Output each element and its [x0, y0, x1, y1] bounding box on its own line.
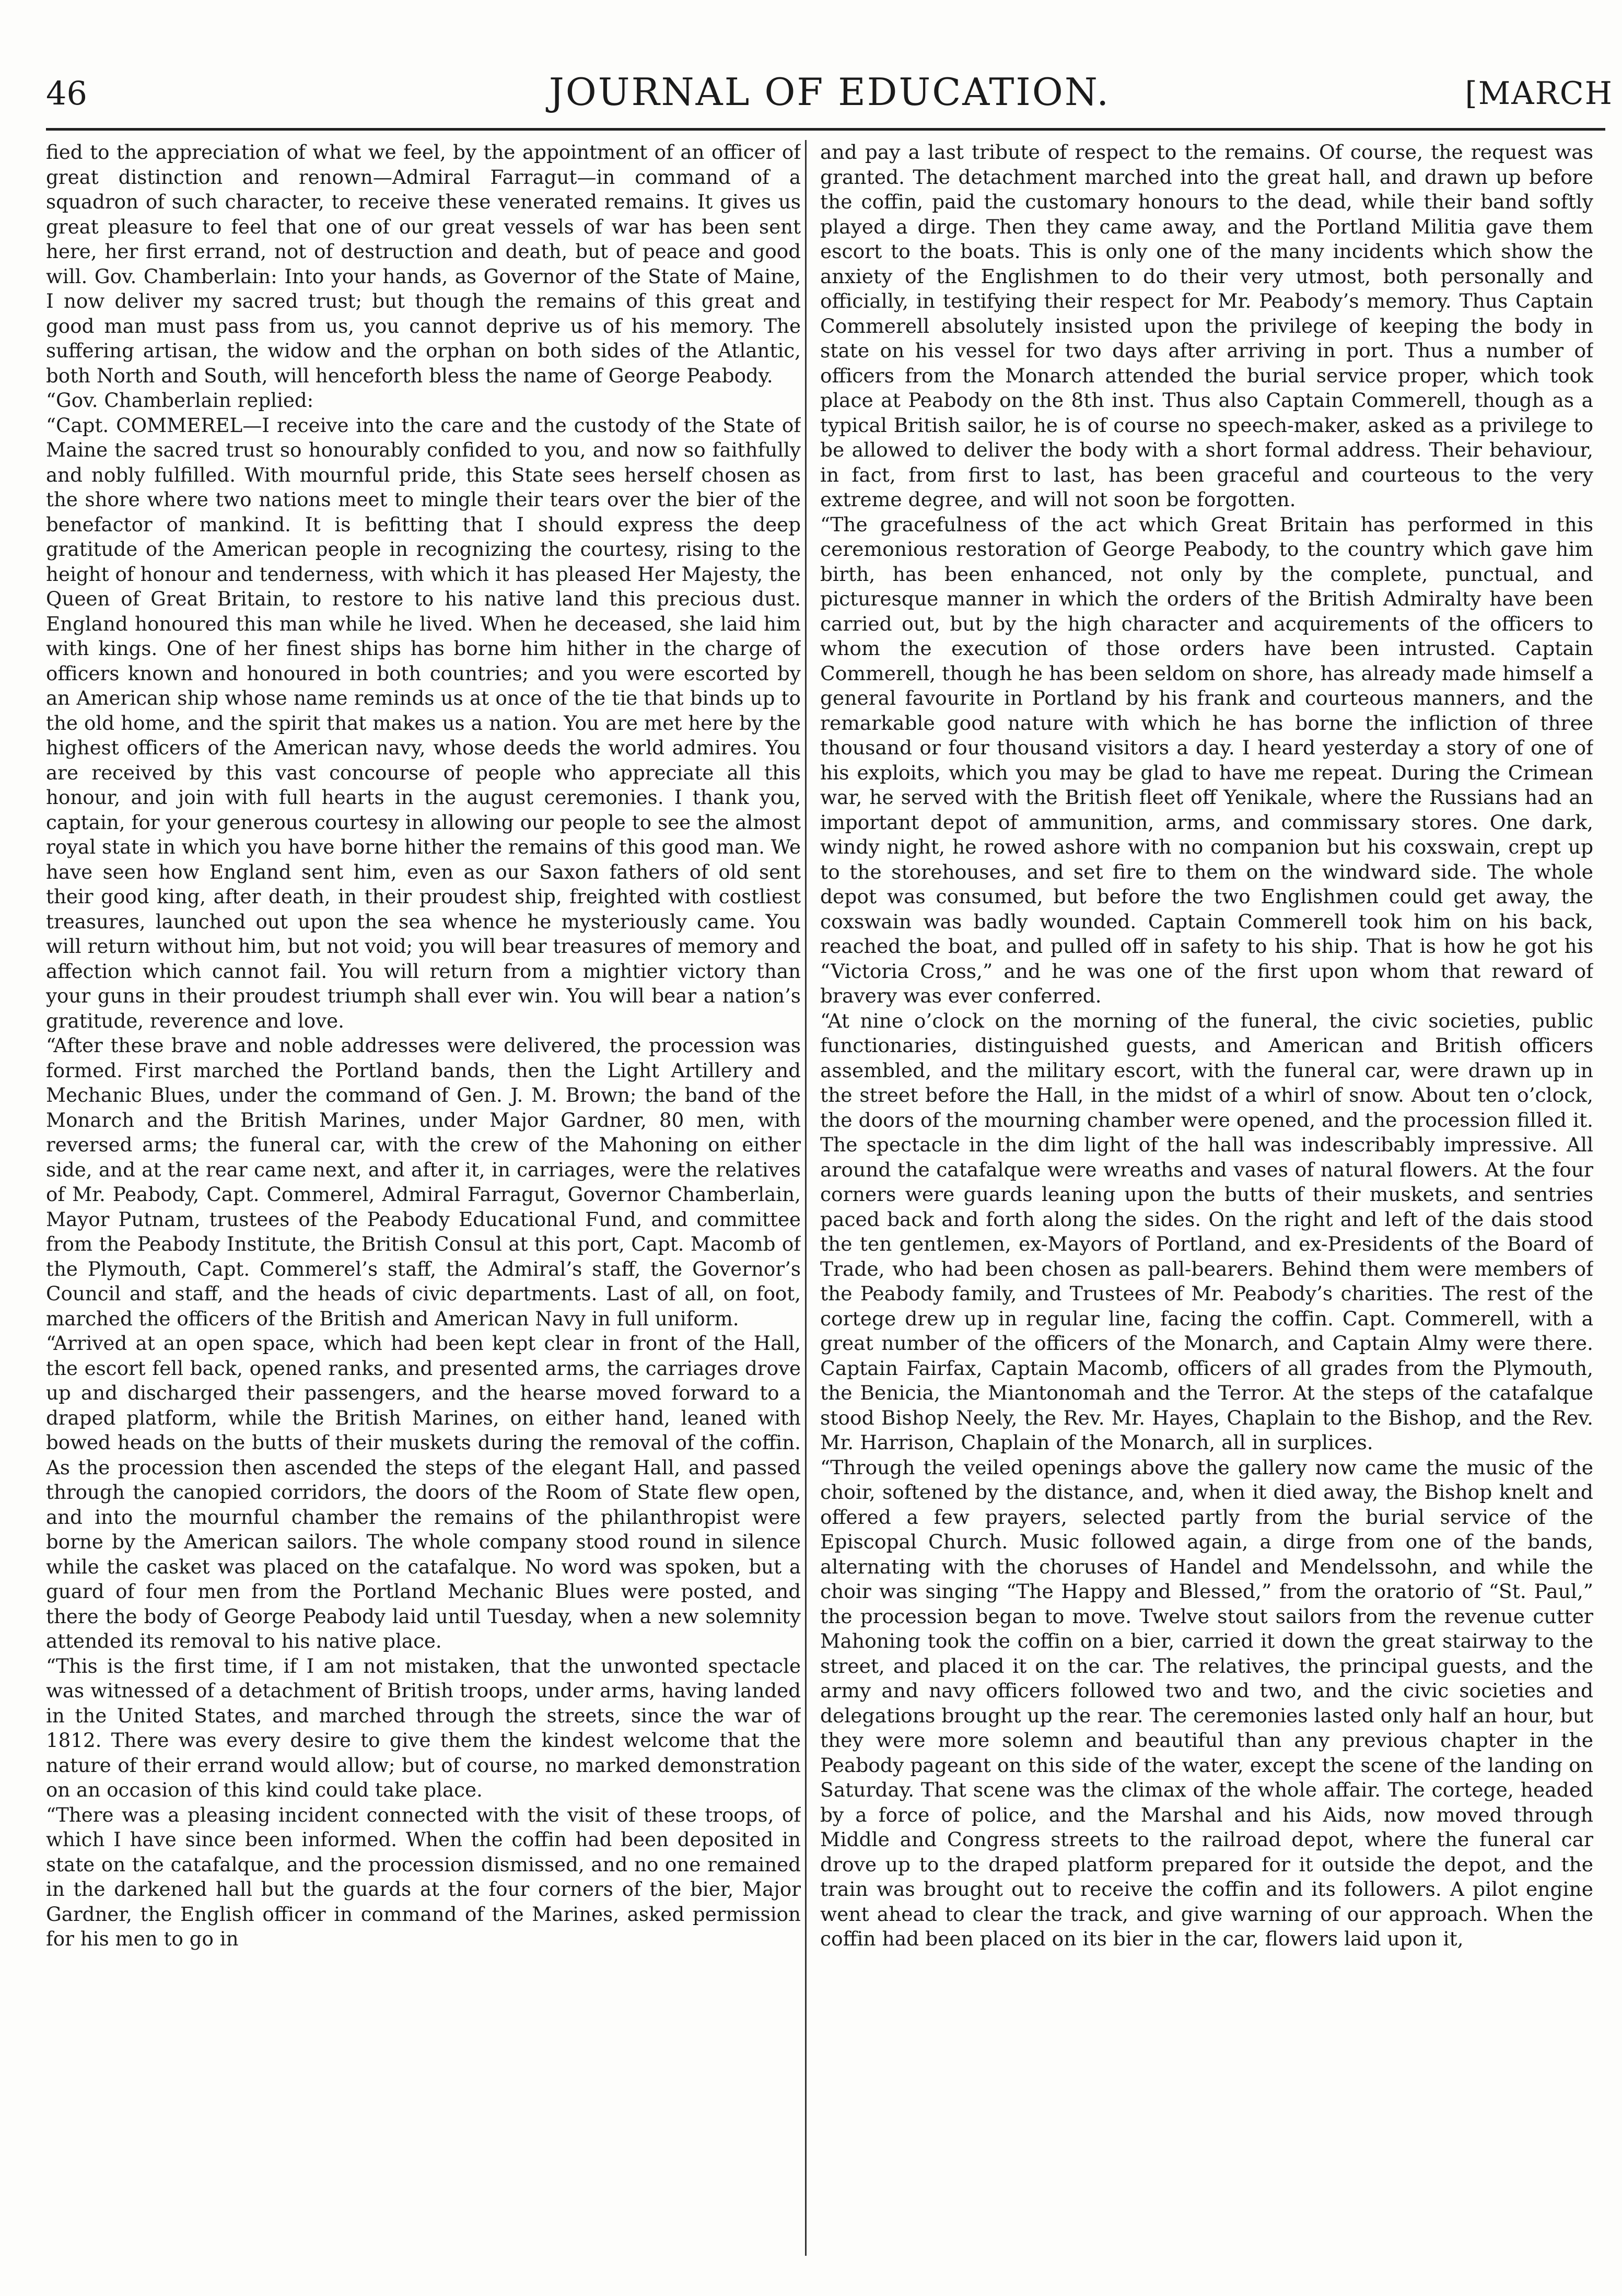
article-paragraph: “Arrived at an open space, which had been kept clear in front of the Hall, the escort fell back, opened ranks, and presented arms, the carriages drove up and discharged their passengers, and the hearse moved forward to a draped platform, while the British Marines, on either hand, leaned with bowed heads on the butts of their muskets during the removal of the coffin. As the procession then ascended the steps of the elegant Hall, and passed through the canopied corridors, the doors of the Room of State flew open, and into the mournful chamber the remains of the philanthropist were borne by the American sailors. The whole company stood round in silence while the casket was placed on the catafalque. No word was spoken, but a guard of four men from the Portland Mechanic Blues were posted, and there the body of George Peabody laid until Tuesday, when a new solemnity attended its removal to his native place. [46, 1332, 801, 1652]
article-paragraph: and pay a last tribute of respect to the remains. Of course, the request was granted. The detachment marched into the great hall, and drawn up before the coffin, paid the customary honours to the dead, while their band softly played a dirge. Then they came away, and the Portland Militia gave them escort to the boats. This is only one of the many incidents which show the anxiety of the Englishmen to do their very utmost, both personally and officially, in testifying their respect for Mr. Peabody’s memory. Thus Captain Commerell absolutely insisted upon the privilege of keeping the body in state on his vessel for two days after arriving in port. Thus a number of officers from the Monarch attended the burial service proper, which took place at Peabody on the 8th inst. Thus also Captain Commerell, though as a typical British sailor, he is of course no speech-maker, asked as a privilege to be allowed to deliver the body with a short formal address. Their behaviour, in fact, from first to last, has been graceful and courteous to the very extreme degree, and will not soon be forgotten. [820, 141, 1593, 511]
article-paragraph: “At nine o’clock on the morning of the funeral, the civic societies, public functionaries, distinguished guests, and American and British officers assembled, and the military escort, with the funeral car, were drawn up in the street before the Hall, in the midst of a whirl of snow. About ten o’clock, the doors of the mourning chamber were opened, and the procession filled it. The spectacle in the dim light of the hall was indescribably impressive. All around the catafalque were wreaths and vases of natural flowers. At the four corners were guards leaning upon the butts of their muskets, and sentries paced back and forth along the sides. On the right and left of the dais stood the ten gentlemen, ex-Mayors of Portland, and ex-Presidents of the Board of Trade, who had been chosen as pall-bearers. Behind them were members of the Peabody family, and Trustees of Mr. Peabody’s charities. The rest of the cortege drew up in regular line, facing the coffin. Capt. Commerell, with a great number of the officers of the Monarch, and Captain Almy were there. Captain Fairfax, Captain Macomb, officers of all grades from the Plymouth, the Benicia, the Miantonomah and the Terror. At the steps of the catafalque stood Bishop Neely, the Rev. Mr. Hayes, Chaplain to the Bishop, and the Rev. Mr. Harrison, Chaplain of the Monarch, all in surplices. [820, 1009, 1593, 1454]
article-paragraph: “There was a pleasing incident connected with the visit of these troops, of which I have since been informed. When the coffin had been deposited in state on the catafalque, and the procession dismissed, and no one remained in the darkened hall but the guards at the four corners of the bier, Major Gardner, the English officer in command of the Marines, asked permission for his men to go in [46, 1803, 801, 1950]
article-paragraph: “Gov. Chamberlain replied: [46, 389, 314, 412]
article-paragraph: “The gracefulness of the act which Great Britain has performed in this ceremonious restoration of George Peabody, to the country which gave him birth, has been enhanced, not only by the complete, punctual, and picturesque manner in which the orders of the British Admiralty have been carried out, but by the high character and acquirements of the officers to whom the execution of those orders have been intrusted. Captain Commerell, though he has been seldom on shore, has already made himself a general favourite in Portland by his frank and courteous manners, and the remarkable good nature with which he has borne the infliction of three thousand or four thousand visitors a day. I heard yesterday a story of one of his exploits, which you may be glad to have me repeat. During the Crimean war, he served with the British fleet off Yenikale, where the Russians had an important depot of ammunition, arms, and commissary stores. One dark, windy night, he rowed ashore with no companion but his coxswain, crept up to the storehouses, and set fire to them on the windward side. The whole depot was consumed, but before the two Englishmen could get away, the coxswain was badly wounded. Captain Commerell took him on his back, reached the boat, and pulled off in safety to his ship. That is how he got his “Victoria Cross,” and he was one of the first upon whom that reward of bravery was ever conferred. [820, 512, 1593, 1007]
article-paragraph: “Capt. COMMEREL—I receive into the care and the custody of the State of Maine the sacred trust so honourably confided to you, and now so faithfully and nobly fulfilled. With mournful pride, this State sees herself chosen as the shore where two nations meet to mingle their tears over the bier of the benefactor of mankind. It is befitting that I should express the deep gratitude of the American people in recognizing the courtesy, rising to the height of honour and tenderness, with which it has pleased Her Majesty, the Queen of Great Britain, to restore to his native land this precious dust. England honoured this man while he lived. When he deceased, she laid him with kings. One of her finest ships has borne him hither in the charge of officers known and honoured in both countries; and you were escorted by an American ship whose name reminds us at once of the tie that binds up to the old home, and the spirit that makes us a nation. You are met here by the highest officers of the American navy, whose deeds the world admires. You are received by this vast concourse of people who appreciate all this honour, and join with full hearts in the august ceremonies. I thank you, captain, for your generous courtesy in allowing our people to see the almost royal state in which you have borne hither the remains of this good man. We have seen how England sent him, even as our Saxon fathers of old sent their good king, after death, in their proudest ship, freighted with costliest treasures, launched out upon the sea whence he mysteriously came. You will return without him, but not void; you will bear treasures of memory and affection which cannot fail. You will return from a mightier victory than your guns in their proudest triumph shall ever win. You will bear a nation’s gratitude, reverence and love. [46, 413, 801, 1032]
article-paragraph: “After these brave and noble addresses were delivered, the procession was formed. First marched the Portland bands, then the Light Artillery and Mechanic Blues, under the command of Gen. J. M. Brown; the band of the Monarch and the British Marines, under Major Gardner, 80 men, with reversed arms; the funeral car, with the crew of the Mahoning on either side, and at the rear came next, and after it, in carriages, were the relatives of Mr. Peabody, Capt. Commerel, Admiral Farragut, Governor Chamberlain, Mayor Putnam, trustees of the Peabody Educational Fund, and committee from the Peabody Institute, the British Consul at this port, Capt. Macomb of the Plymouth, Capt. Commerel’s staff, the Admiral’s staff, the Governor’s Council and staff, and the heads of civic departments. Last of all, on foot, marched the officers of the British and American Navy in full uniform. [46, 1034, 801, 1330]
issue-month: [MARCH [1465, 75, 1613, 112]
left-column [46, 140, 801, 2251]
page-number: 46 [46, 74, 87, 112]
page-header [46, 61, 1613, 118]
article-paragraph: “This is the first time, if I am not mistaken, that the unwonted spectacle was witnessed of a detachment of British troops, under arms, having landed in the United States, and marched through the streets, since the war of 1812. There was every desire to give them the kindest welcome that the nature of their errand would allow; but of course, no marked demonstration on an occasion of this kind could take place. [46, 1654, 801, 1801]
article-paragraph: “Through the veiled openings above the gallery now came the music of the choir, softened by the distance, and, when it died away, the Bishop knelt and offered a few prayers, selected partly from the burial service of the Episcopal Church. Music followed again, a dirge from one of the bands, alternating with the choruses of Handel and Mendelssohn, and while the choir was singing “The Happy and Blessed,” from the oratorio of “St. Paul,” the procession began to move. Twelve stout sailors from the revenue cutter Mahoning took the coffin on a bier, carried it down the great stairway to the street, and placed it on the car. The relatives, the principal guests, and the army and navy officers followed two and two, and the civic societies and delegations brought up the rear. The ceremonies lasted only half an hour, but they were more solemn and beautiful than any previous chapter in the Peabody pageant on this side of the water, except the scene of the landing on Saturday. That scene was the climax of the whole affair. The cortege, headed by a force of police, and the Marshal and his Aids, now moved through Middle and Congress streets to the railroad depot, where the funeral car drove up to the draped platform prepared for it outside the depot, and the train was brought out to receive the coffin and its followers. A pilot engine went ahead to clear the track, and give warning of our approach. When the coffin had been placed on its bier in the car, flowers laid upon it, [820, 1455, 1593, 1950]
column-divider [805, 140, 807, 2256]
header-rule [46, 128, 1605, 131]
journal-title: JOURNAL OF EDUCATION. [549, 70, 1111, 114]
article-paragraph: fied to the appreciation of what we feel, by the appointment of an officer of great distinction and renown—Admiral Farragut—in command of a squadron of such character, to receive these venerated remains. It gives us great pleasure to feel that one of our great vessels of war has been sent here, her first errand, not of destruction and death, but of peace and good will. Gov. Chamberlain: Into your hands, as Governor of the State of Maine, I now deliver my sacred trust; but though the remains of this great and good man must pass from us, you cannot deprive us of his memory. The suffering artisan, the widow and the orphan on both sides of the Atlantic, both North and South, will henceforth bless the name of George Peabody. [46, 141, 801, 387]
right-column [820, 140, 1593, 2251]
